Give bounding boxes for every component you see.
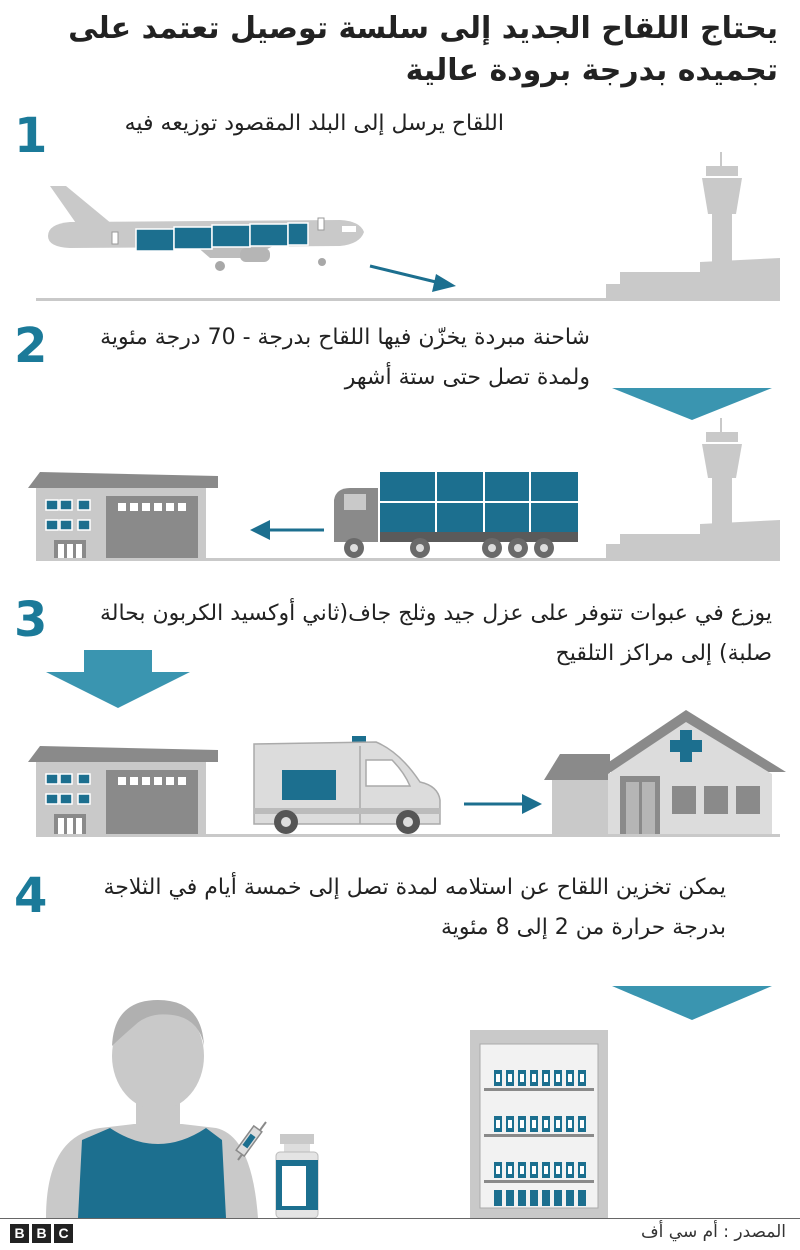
step-3-text: يوزع في عبوات تتوفر على عزل جيد وثلج جاف(ثاني أوكسيد الكربون بحالة صلبة) إلى مراكز التلقيح: [99, 601, 772, 666]
syringe-icon: [236, 1122, 266, 1160]
step-3-number: 3: [14, 592, 48, 648]
footer-divider: [0, 1218, 800, 1219]
source-credit: المصدر : أم سي أف: [641, 1222, 786, 1242]
airplane-icon: [48, 186, 364, 271]
clinic-icon: [544, 710, 786, 834]
control-tower-icon: [606, 418, 780, 560]
step-1-text: اللقاح يرسل إلى البلد المقصود توزيعه فيه: [124, 111, 504, 136]
arrow-right-icon: [370, 266, 456, 292]
arrow-left-icon: [250, 520, 324, 540]
ground-line: [36, 834, 780, 837]
arrow-down-icon: [46, 650, 190, 708]
warehouse-icon: [28, 746, 218, 834]
vaccine-vial-icon: [276, 1134, 318, 1218]
logo-letter: C: [54, 1224, 73, 1243]
warehouse-icon: [28, 472, 218, 560]
step-2-text: شاحنة مبردة يخزّن فيها اللقاح بدرجة - 70 درجة مئوية ولمدة تصل حتى ستة أشهر: [100, 325, 590, 390]
person-icon: [46, 1000, 258, 1218]
refrigerator-icon: [470, 1030, 608, 1218]
bbc-logo: [10, 1224, 73, 1243]
control-tower-icon: [606, 152, 780, 300]
step-1-number: 1: [14, 108, 48, 164]
delivery-van-icon: [254, 736, 440, 834]
arrow-down-icon: [612, 986, 772, 1020]
ground-line: [36, 298, 780, 301]
ground-line: [36, 558, 780, 561]
infographic-title: يحتاج اللقاح الجديد إلى سلسة توصيل تعتمد على تجميده بدرجة برودة عالية: [68, 11, 778, 88]
step-4-text: يمكن تخزين اللقاح عن استلامه لمدة تصل إلى خمسة أيام في الثلاجة بدرجة حرارة من 2 إلى 8 مئوية: [103, 875, 726, 940]
logo-letter: B: [32, 1224, 51, 1243]
logo-letter: B: [10, 1224, 29, 1243]
step-4-number: 4: [14, 868, 48, 924]
arrow-right-icon: [464, 794, 542, 814]
refrigerated-truck-icon: [334, 472, 578, 558]
step-2-number: 2: [14, 318, 48, 374]
arrow-down-icon: [612, 388, 772, 420]
